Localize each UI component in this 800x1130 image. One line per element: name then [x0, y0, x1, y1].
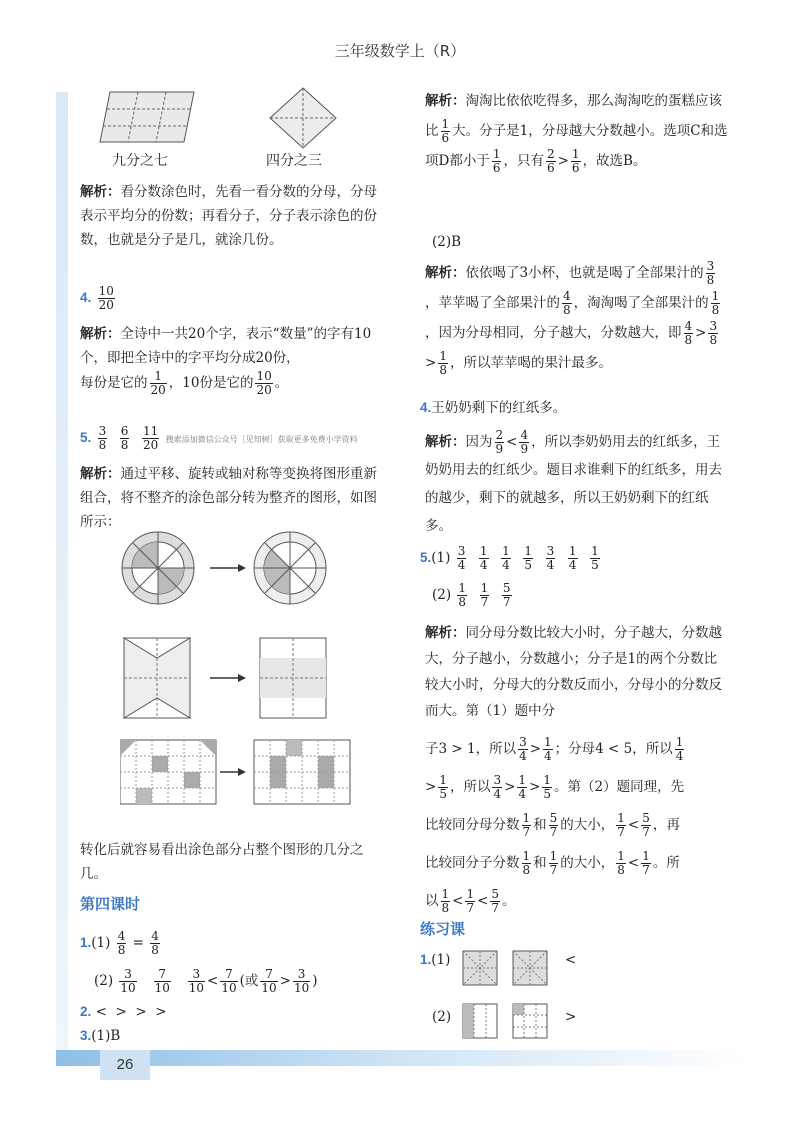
rect-before: [124, 638, 190, 718]
transformation-figures: [120, 528, 390, 808]
practice-sign-1: <: [565, 952, 577, 968]
practice-answer-2-label: (2): [432, 1009, 452, 1025]
grid-before: [120, 740, 216, 804]
right-answer-5-1: 5.(1) $\frac{3}{4}$ $\frac{1}{4}$ $\frac{1}{4}$ $\frac{1}{5}$ $\frac{3}{4}$ $\frac{1}{4}$ $\frac{1}{5}$: [420, 544, 599, 572]
parallelogram-figure: [98, 88, 198, 148]
answer-5: 5. $\frac{3}{8}$ $\frac{6}{8}$ $\frac{11}{20}$ 搜索添加微信公众号［见知树］获取更多免费小学资料: [80, 424, 358, 452]
analysis-1: 解析：看分数涂色时，先看一看分数的分母，分母表示平均分的份数；再看分子，分子表示涂色的份数，也就是分子是几，就涂几份。: [80, 184, 377, 248]
lesson-answer-1: 1.(1) $\frac{4}{8}$ = $\frac{4}{8}$: [80, 929, 159, 957]
page-number: 26: [100, 1050, 150, 1080]
rect-after: [260, 638, 326, 718]
page-header: 三年级数学上（R）: [334, 42, 466, 60]
sidebar-band: [56, 92, 68, 1052]
right-analysis-1: 解析：淘淘比依依吃得多，那么淘淘吃的蛋糕应该比 $\frac{1}{6}$ 大。分子是1，分母越大分数越小。选项C和选项D都小于 $\frac{1}{6}$ ，只有 $\frac{2}{6}$ > $\frac{1}{6}$ ，故选B。: [425, 93, 728, 175]
conclusion: 转化后就容易看出涂色部分占整个图形的几分之几。: [80, 842, 364, 882]
diamond-figure: [268, 86, 338, 150]
answer-4: 4. $\frac{10}{20}$: [80, 284, 114, 312]
right-analysis-5: 解析：同分母分数比较大小时，分子越大，分数越大，分子越小，分数越小；分子是1的两个分数比较大小时，分母大的分数反而小，分母小的分数反而大。第（1）题中分: [425, 625, 722, 719]
practice-squares-2: [462, 1003, 552, 1039]
practice-squares-1: [462, 950, 552, 986]
figure-label-2: 四分之三: [266, 153, 322, 169]
footer-band: [56, 1050, 746, 1066]
right-analysis-2: 解析：依依喝了3小杯，也就是喝了全部果汁的 $\frac{3}{8}$ ，苹苹喝了全部果汁的 $\frac{4}{8}$ ，淘淘喝了全部果汁的 $\frac{1}{8}$ ，因为分母相同，分子越大，分数越大，即 $\frac{4}{8}$ > $\frac{3}{8}$ > $\frac{1}{8}$ ，所以苹苹喝的果汁最多。: [425, 259, 720, 377]
right-answer-5-2: (2) $\frac{1}{8}$ $\frac{1}{7}$ $\frac{5}{7}$: [432, 581, 511, 609]
lesson-answer-1-2: (2) $\frac{3}{10}$ $\frac{7}{10}$ $\frac{3}{10}$ < $\frac{7}{10}$ (或 $\frac{7}{10}$ > $\frac{3}{10}$ ): [94, 967, 318, 995]
right-part-2: (2)B: [432, 234, 462, 250]
practice-answer-1-label: 1.(1): [420, 952, 451, 968]
lesson-answer-3: 3.(1)B: [80, 1028, 121, 1044]
lesson-answer-2: 2. < > > >: [80, 1004, 167, 1020]
right-analysis-4: 解析：因为 $\frac{2}{9}$ < $\frac{4}{9}$ ，所以李奶奶用去的红纸多，王奶奶用去的红纸少。题目求谁剩下的红纸多，用去的越少，剩下的就越多，所以王奶奶剩下的红纸多。: [425, 428, 722, 534]
analysis-5: 解析：通过平移、旋转或轴对称等变换将图形重新组合，将不整齐的涂色部分转为整齐的图形，如图所示：: [80, 466, 377, 530]
analysis-4: 解析：全诗中一共20个字，表示“数量”的字有10个，即把全诗中的字平均分成20份， 每份是它的 $\frac{1}{20}$ ，10份是它的 $\frac{10}{20}$ 。: [80, 326, 372, 397]
grid-after: [254, 740, 350, 804]
circle-before: [122, 532, 194, 604]
lesson-heading: 第四课时: [80, 895, 141, 913]
right-analysis-5-lines: 子3 > 1，所以 $\frac{3}{4}$ > $\frac{1}{4}$ ；分母4 < 5，所以 $\frac{1}{4}$ > $\frac{1}{5}$ ，所以 $\frac{3}{4}$ > $\frac{1}{4}$ > $\frac{1}{5}$ 。第（2）题同理，先 比较同分母分数 $\frac{1}{7}$ 和 $\frac{5}{7}$ 的大小， $\frac{1}{7}$ < $\frac{5}{7}$ ，再 比较同分子分数 $\frac{1}{8}$ 和 $\frac{1}{7}$ 的大小， $\frac{1}{8}$ < $\frac{1}{7}$ 。所 以 $\frac{1}{8}$ < $\frac{1}{7}$ < $\frac{5}{7}$ 。: [425, 735, 685, 915]
practice-sign-2: >: [565, 1009, 577, 1025]
figure-label-1: 九分之七: [112, 153, 168, 169]
circle-after: [254, 532, 326, 604]
practice-heading: 练习课: [420, 920, 466, 938]
right-answer-4: 4.王奶奶剩下的红纸多。: [420, 400, 567, 416]
